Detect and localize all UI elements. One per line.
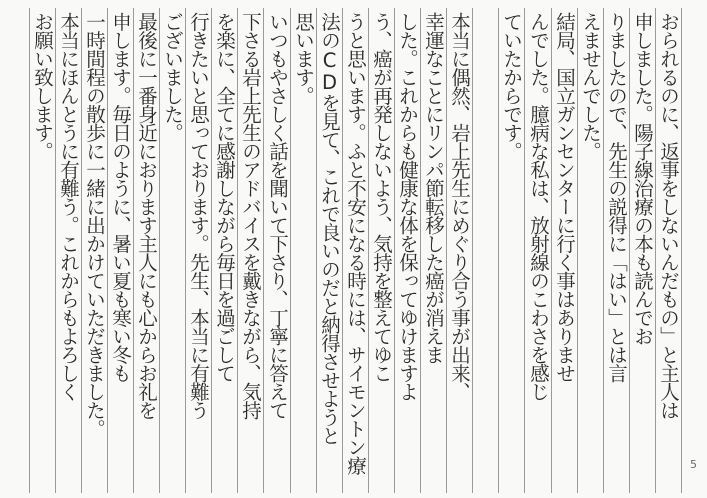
ruled-line bbox=[655, 8, 656, 493]
page-mark: 5 bbox=[690, 458, 697, 471]
text-line: 一時間程の散歩に一緒に出かけていただきました。 bbox=[83, 12, 106, 438]
text-line: えませんでした。 bbox=[579, 12, 602, 160]
ruled-line bbox=[133, 8, 134, 493]
ruled-line bbox=[237, 8, 238, 493]
ruled-line bbox=[55, 8, 56, 493]
ruled-line bbox=[629, 8, 630, 493]
text-line: ございました。 bbox=[161, 12, 184, 142]
text-line: 最後に一番身近におります主人にも心からお礼を bbox=[135, 12, 158, 419]
text-line: 申しました。陽子線治療の本も読んでお bbox=[631, 12, 654, 345]
ruled-line bbox=[290, 8, 291, 493]
text-line: んでした。臆病な私は、放射線のこわさを感じ bbox=[527, 12, 550, 401]
text-line: 思います。 bbox=[292, 12, 315, 105]
ruled-line bbox=[81, 8, 82, 493]
ruled-line bbox=[603, 8, 604, 493]
ruled-line bbox=[263, 8, 264, 493]
ruled-line bbox=[577, 8, 578, 493]
ruled-line bbox=[368, 8, 369, 493]
text-line: りましたので、先生の説得に「はい」とは言 bbox=[605, 12, 628, 382]
text-line: 結局、国立ガンセンターに行く事はありませ bbox=[553, 12, 576, 382]
text-line: 本当にほんとうに有難う。これからもよろしく bbox=[57, 12, 80, 401]
ruled-line bbox=[394, 8, 395, 493]
text-line: 幸運なことにリンパ節転移した癌が消えま bbox=[422, 12, 445, 364]
text-line: 本当に偶然、岩上先生にめぐり合う事が出来、 bbox=[448, 12, 471, 401]
ruled-line bbox=[159, 8, 160, 493]
text-line: 下さる岩上先生のアドバイスを戴きながら、気持 bbox=[239, 12, 262, 419]
ruled-line bbox=[524, 8, 525, 493]
text-line: 申します。毎日のように、暑い夏も寒い冬も bbox=[109, 12, 132, 382]
text-line: うと思います。ふと不安になる時には、サイモントン療 bbox=[344, 12, 367, 475]
ruled-line bbox=[107, 8, 108, 493]
ruled-line bbox=[498, 8, 499, 493]
ruled-line bbox=[551, 8, 552, 493]
ruled-line bbox=[342, 8, 343, 493]
text-line: を楽に、全てに感謝しながら毎日を過ごして bbox=[213, 12, 236, 382]
ruled-line bbox=[29, 8, 30, 493]
ruled-line bbox=[446, 8, 447, 493]
ruled-line bbox=[472, 8, 473, 493]
text-line: お願い致します。 bbox=[31, 12, 54, 160]
text-line: う、癌が再発しないよう、気持を整えてゆこ bbox=[370, 12, 393, 382]
text-line: いつもやさしく話を聞いて下さり、丁寧に答えて bbox=[266, 12, 289, 419]
ruled-line bbox=[420, 8, 421, 493]
text-line: 行きたいと思っております。先生、本当に有難う bbox=[187, 12, 210, 419]
text-line: 法のCDを見て、これで良いのだと納得させようと bbox=[318, 12, 341, 445]
ruled-line bbox=[316, 8, 317, 493]
ruled-line bbox=[185, 8, 186, 493]
ruled-line bbox=[211, 8, 212, 493]
text-line: した。これからも健康な体を保ってゆけますよ bbox=[396, 12, 419, 401]
text-line: ていたからです。 bbox=[500, 12, 523, 160]
text-line: おられるのに、返事をしないんだもの」と主人は bbox=[657, 12, 680, 419]
ruled-line bbox=[681, 8, 682, 493]
